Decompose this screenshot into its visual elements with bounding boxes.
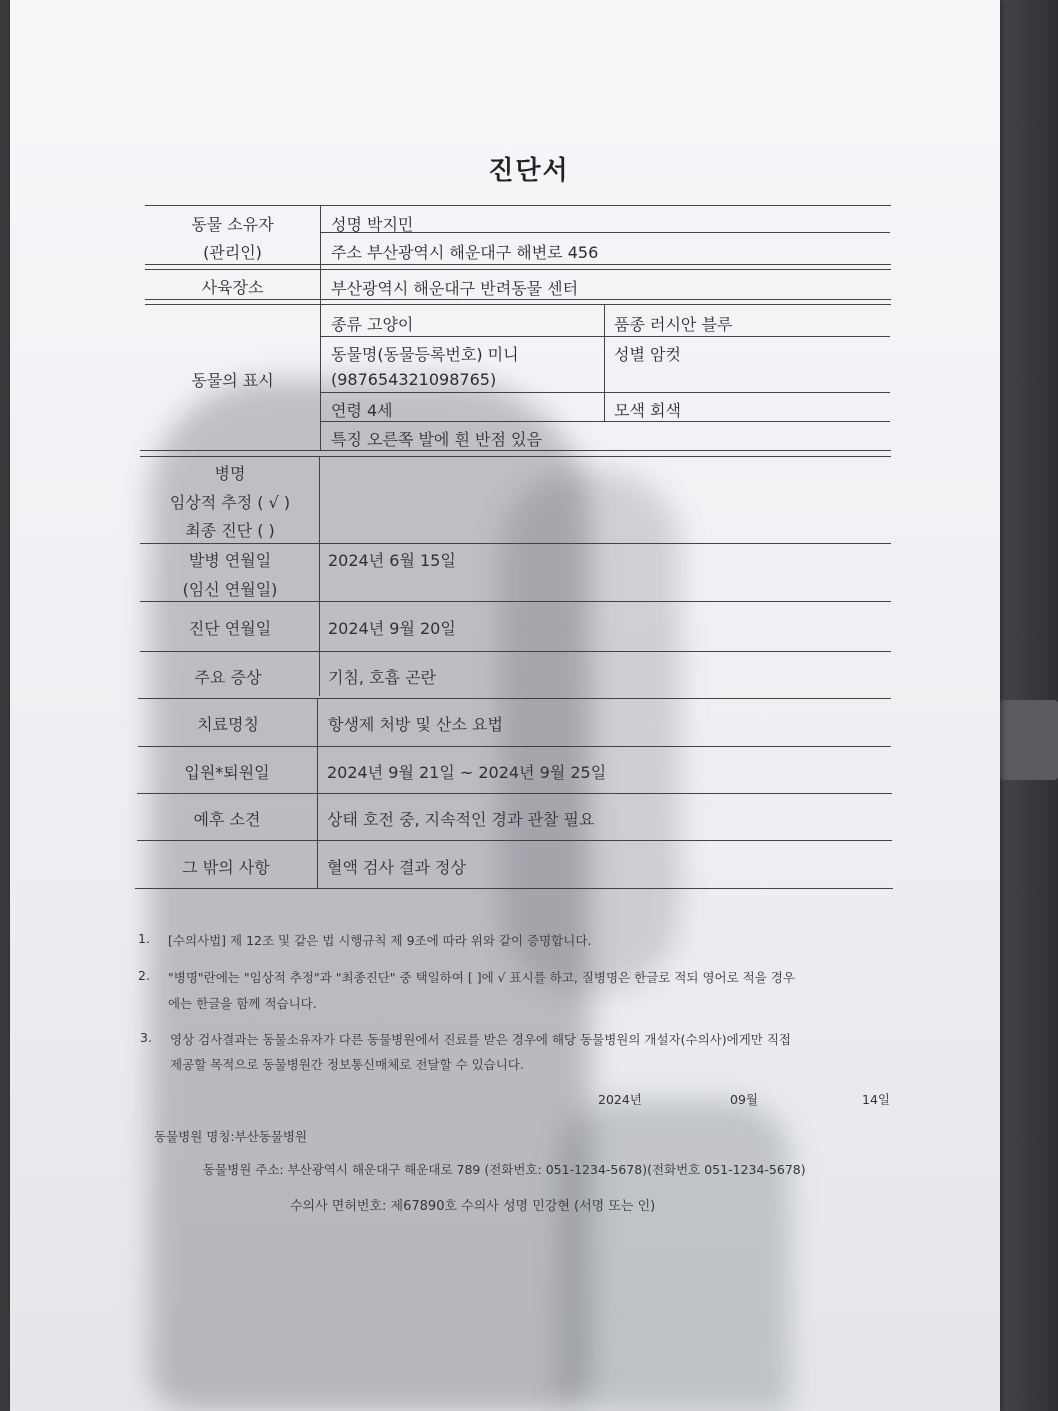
table-line [145,299,891,300]
note-text: [수의사법] 제 12조 및 같은 법 시행규칙 제 9조에 따라 위와 같이 증명합니다. [168,933,592,948]
treatment-value: 항생제 처방 및 산소 요법 [328,715,503,734]
treatment-label: 치료명칭 [197,715,259,734]
disease-label: 병명 [214,464,246,483]
diagnosis-date-value: 2024년 9월 20일 [328,619,456,638]
symptoms-value: 기침, 호흡 곤란 [328,668,436,687]
table-line [137,793,892,794]
date-month: 09월 [730,1092,758,1107]
table-line [140,450,891,451]
onset-label-sub: (임신 연월일) [182,580,278,599]
other-label: 그 밖의 사항 [182,858,270,877]
date-day: 14일 [862,1092,890,1107]
animal-label: 동물의 표시 [191,371,274,390]
animal-features: 특징 오른쪽 발에 흰 반점 있음 [331,430,542,449]
table-line [140,651,891,652]
symptoms-label: 주요 증상 [194,668,262,687]
other-value: 혈액 검사 결과 정상 [327,858,466,877]
note-text: 제공할 목적으로 동물병원간 정보통신매체로 전달할 수 있습니다. [170,1057,524,1072]
animal-coat: 모색 회색 [614,401,681,420]
prognosis-value: 상태 호전 중, 지속적인 경과 관찰 필요 [327,810,595,829]
diagnosis-date-label: 진단 연월일 [188,619,272,638]
table-line [320,336,890,337]
page-title: 진단서 [488,156,570,186]
prognosis-label: 예후 소견 [193,810,261,829]
animal-sex: 성별 암컷 [614,345,681,364]
owner-label: 동물 소유자 [191,215,274,234]
note-text: 영상 검사결과는 동물소유자가 다른 동물병원에서 진료를 받은 경우에 해당 동물병원의 개설자(수의사)에게만 직접 [170,1032,791,1047]
keeping-place-label: 사육장소 [201,278,264,297]
disease-clinical: 임상적 추정 ( √ ) [169,493,291,512]
background-object [1000,700,1058,780]
table-line [140,456,891,457]
table-line [137,840,892,841]
hospitalization-value: 2024년 9월 21일 ~ 2024년 9월 25일 [327,763,607,782]
hospital-name: 동물병원 명칭:부산동물병원 [154,1129,308,1144]
table-line [320,205,321,451]
table-line [145,205,891,206]
animal-registration: (987654321098765) [331,370,497,389]
date-year: 2024년 [598,1092,642,1107]
hospitalization-label: 입원*퇴원일 [184,763,270,782]
table-line [604,304,605,421]
owner-name: 성명 박지민 [331,215,414,234]
owner-label-sub: (관리인) [203,243,262,262]
note-number: 2. [138,968,150,983]
table-line [138,698,891,699]
table-line [138,746,891,747]
note-text: 에는 한글을 함께 적습니다. [168,996,317,1011]
animal-breed: 품종 러시안 블루 [614,315,733,334]
disease-final: 최종 진단 ( ) [185,521,275,540]
owner-address: 주소 부산광역시 해운대구 해변로 456 [331,243,599,262]
note-text: "병명"란에는 "임상적 추정"과 "최종진단" 중 택일하여 [ ]에 √ 표시를 하고, 질병명은 한글로 적되 영어로 적을 경우 [168,970,795,985]
table-line [135,888,893,889]
table-line [320,392,890,393]
animal-age: 연령 4세 [331,401,393,420]
vet-signature-line: 수의사 면허번호: 제67890호 수의사 성명 민강현 (서명 또는 인) [290,1199,656,1214]
animal-species: 종류 고양이 [331,315,414,334]
table-line [145,264,891,265]
table-line [145,269,891,270]
table-line [145,304,891,305]
keeping-place-value: 부산광역시 해운대구 반려동물 센터 [331,279,579,298]
animal-name: 동물명(동물등록번호) 미니 [331,345,519,364]
table-line [140,543,891,544]
onset-label: 발병 연월일 [188,551,272,570]
note-number: 3. [140,1030,152,1045]
onset-value: 2024년 6월 15일 [328,551,456,570]
note-number: 1. [138,931,150,946]
hospital-address: 동물병원 주소: 부산광역시 해운대구 해운대로 789 (전화번호: 051-1234-5678)(전화번호 051-1234-5678) [203,1162,806,1177]
table-line [140,601,891,602]
table-line [320,421,890,422]
